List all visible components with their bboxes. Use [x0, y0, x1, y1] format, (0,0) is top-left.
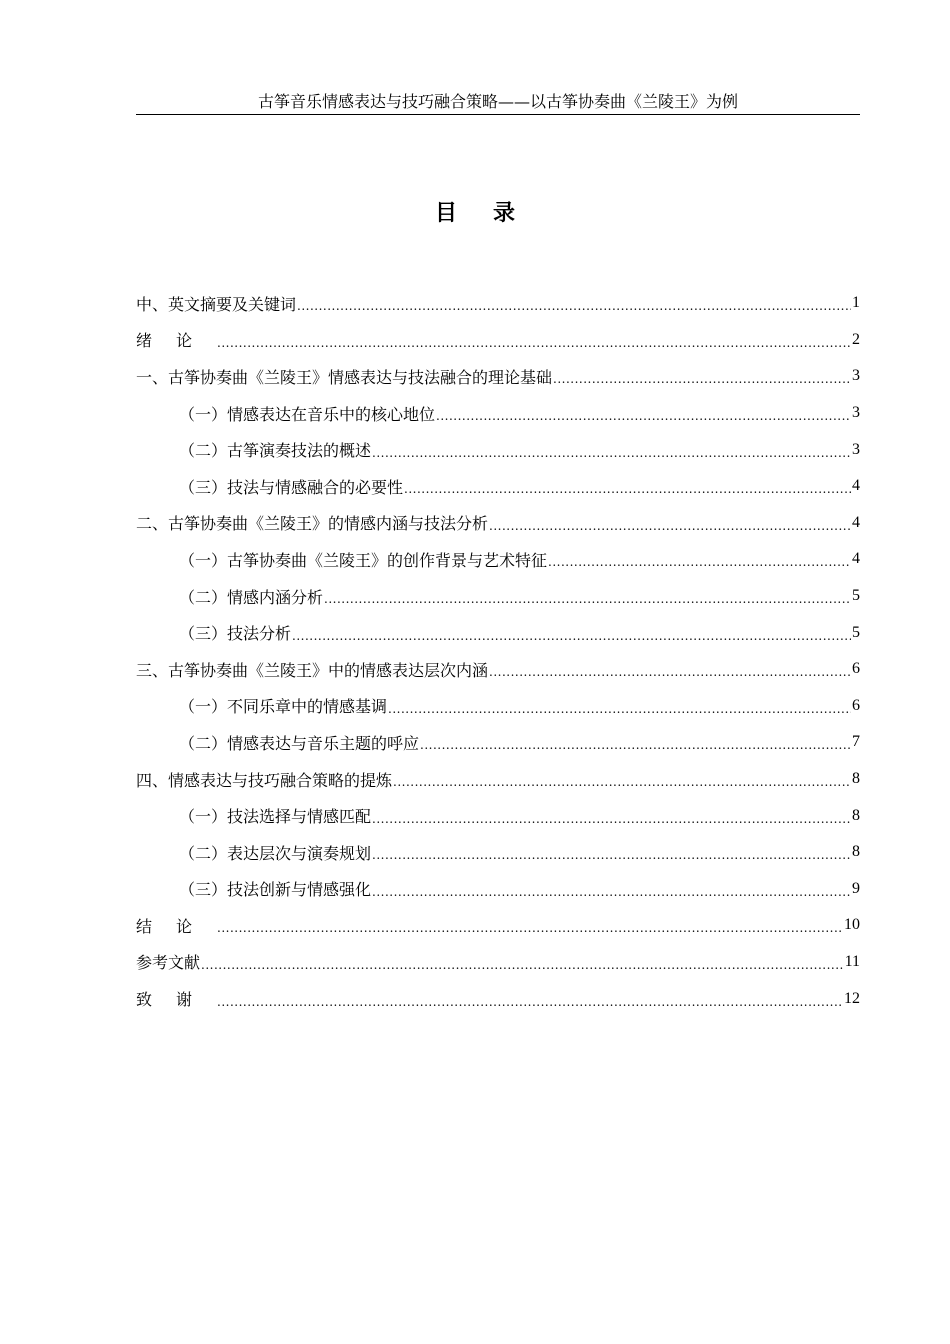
toc-entry-label: （二）表达层次与演奏规划	[179, 843, 372, 863]
toc-leader-dots	[324, 592, 851, 606]
toc-entry[interactable]	[136, 505, 860, 542]
toc-leader-dots	[217, 995, 843, 1009]
toc-subentry[interactable]	[136, 871, 860, 908]
toc-leader-dots	[372, 848, 851, 862]
toc-leader-dots	[553, 372, 851, 386]
toc-leader-dots	[372, 446, 851, 460]
toc-entry-label: （三）技法创新与情感强化	[179, 880, 372, 900]
toc-entry-page: 6	[852, 660, 860, 678]
toc-entry-page: 4	[852, 477, 860, 495]
toc-entry-label: 四、情感表达与技巧融合策略的提炼	[136, 770, 393, 790]
toc-entry-page: 5	[852, 623, 860, 641]
toc-entry-page: 11	[844, 952, 860, 970]
toc-entry-label: 一、古筝协奏曲《兰陵王》情感表达与技法融合的理论基础	[136, 367, 553, 387]
toc-entry-label: 三、古筝协奏曲《兰陵王》中的情感表达层次内涵	[136, 660, 489, 680]
toc-entry-label: （二）古筝演奏技法的概述	[179, 441, 372, 461]
toc-entry-label: 参考文献	[136, 953, 201, 973]
toc-entry-page: 9	[852, 879, 860, 897]
toc-entry-page: 5	[852, 587, 860, 605]
toc-leader-dots	[436, 409, 851, 423]
toc-entry-page: 8	[852, 806, 860, 824]
toc-leader-dots	[548, 555, 851, 569]
toc-entry-page: 7	[852, 733, 860, 751]
toc-leader-dots	[217, 921, 843, 935]
toc-leader-dots	[297, 299, 851, 313]
toc-subentry[interactable]	[136, 834, 860, 871]
toc-entry[interactable]	[136, 358, 860, 395]
toc-leader-dots	[404, 482, 851, 496]
toc-entry-page: 3	[852, 367, 860, 385]
toc-entry-page: 4	[852, 550, 860, 568]
toc-entry[interactable]	[136, 651, 860, 688]
toc-entry-label: （一）古筝协奏曲《兰陵王》的创作背景与艺术特征	[179, 550, 548, 570]
toc-entry-page: 1	[852, 294, 860, 312]
toc-entry[interactable]	[136, 907, 860, 944]
toc-entry-page: 6	[852, 696, 860, 714]
toc-heading: 目录	[434, 200, 551, 226]
toc-leader-dots	[372, 812, 851, 826]
toc-entry-page: 2	[852, 330, 860, 348]
toc-entry-page: 8	[852, 843, 860, 861]
toc-leader-dots	[420, 738, 851, 752]
toc-leader-dots	[217, 336, 851, 350]
toc-entry-label: 致谢	[136, 990, 217, 1010]
toc-subentry[interactable]	[136, 395, 860, 432]
toc-entry-label: （一）技法选择与情感匹配	[179, 807, 372, 827]
toc-entry[interactable]	[136, 944, 860, 981]
toc-subentry[interactable]	[136, 688, 860, 725]
toc-leader-dots	[489, 519, 851, 533]
toc-entry[interactable]	[136, 285, 860, 322]
toc-subentry[interactable]	[136, 578, 860, 615]
toc-entry-label: （二）情感内涵分析	[179, 587, 324, 607]
toc-leader-dots	[292, 629, 851, 643]
toc-entry-page: 12	[844, 989, 860, 1007]
toc-entry-page: 8	[852, 770, 860, 788]
toc-entry-label: （三）技法分析	[179, 624, 292, 644]
toc-entry-label: 结论	[136, 916, 217, 936]
header-divider	[136, 114, 860, 115]
toc-entry-page: 4	[852, 513, 860, 531]
toc-subentry[interactable]	[136, 797, 860, 834]
toc-entry-label: （一）情感表达在音乐中的核心地位	[179, 404, 436, 424]
table-of-contents	[136, 285, 860, 1017]
toc-entry-label: 中、英文摘要及关键词	[136, 294, 297, 314]
toc-entry[interactable]	[136, 322, 860, 359]
toc-leader-dots	[393, 775, 851, 789]
toc-subentry[interactable]	[136, 468, 860, 505]
toc-subentry[interactable]	[136, 431, 860, 468]
page-header-title: 古筝音乐情感表达与技巧融合策略——以古筝协奏曲《兰陵王》为例	[257, 92, 738, 111]
toc-entry-label: 二、古筝协奏曲《兰陵王》的情感内涵与技法分析	[136, 514, 489, 534]
toc-leader-dots	[489, 665, 851, 679]
toc-entry-page: 3	[852, 440, 860, 458]
toc-entry-label: （三）技法与情感融合的必要性	[179, 477, 404, 497]
toc-leader-dots	[388, 702, 851, 716]
toc-leader-dots	[372, 885, 851, 899]
toc-entry[interactable]	[136, 980, 860, 1017]
toc-subentry[interactable]	[136, 724, 860, 761]
toc-entry-label: （一）不同乐章中的情感基调	[179, 697, 388, 717]
toc-subentry[interactable]	[136, 541, 860, 578]
toc-entry-page: 3	[852, 404, 860, 422]
toc-entry-page: 10	[844, 916, 860, 934]
toc-entry-label: 绪论	[136, 331, 217, 351]
toc-entry[interactable]	[136, 761, 860, 798]
toc-leader-dots	[201, 958, 844, 972]
toc-entry-label: （二）情感表达与音乐主题的呼应	[179, 733, 420, 753]
toc-subentry[interactable]	[136, 614, 860, 651]
